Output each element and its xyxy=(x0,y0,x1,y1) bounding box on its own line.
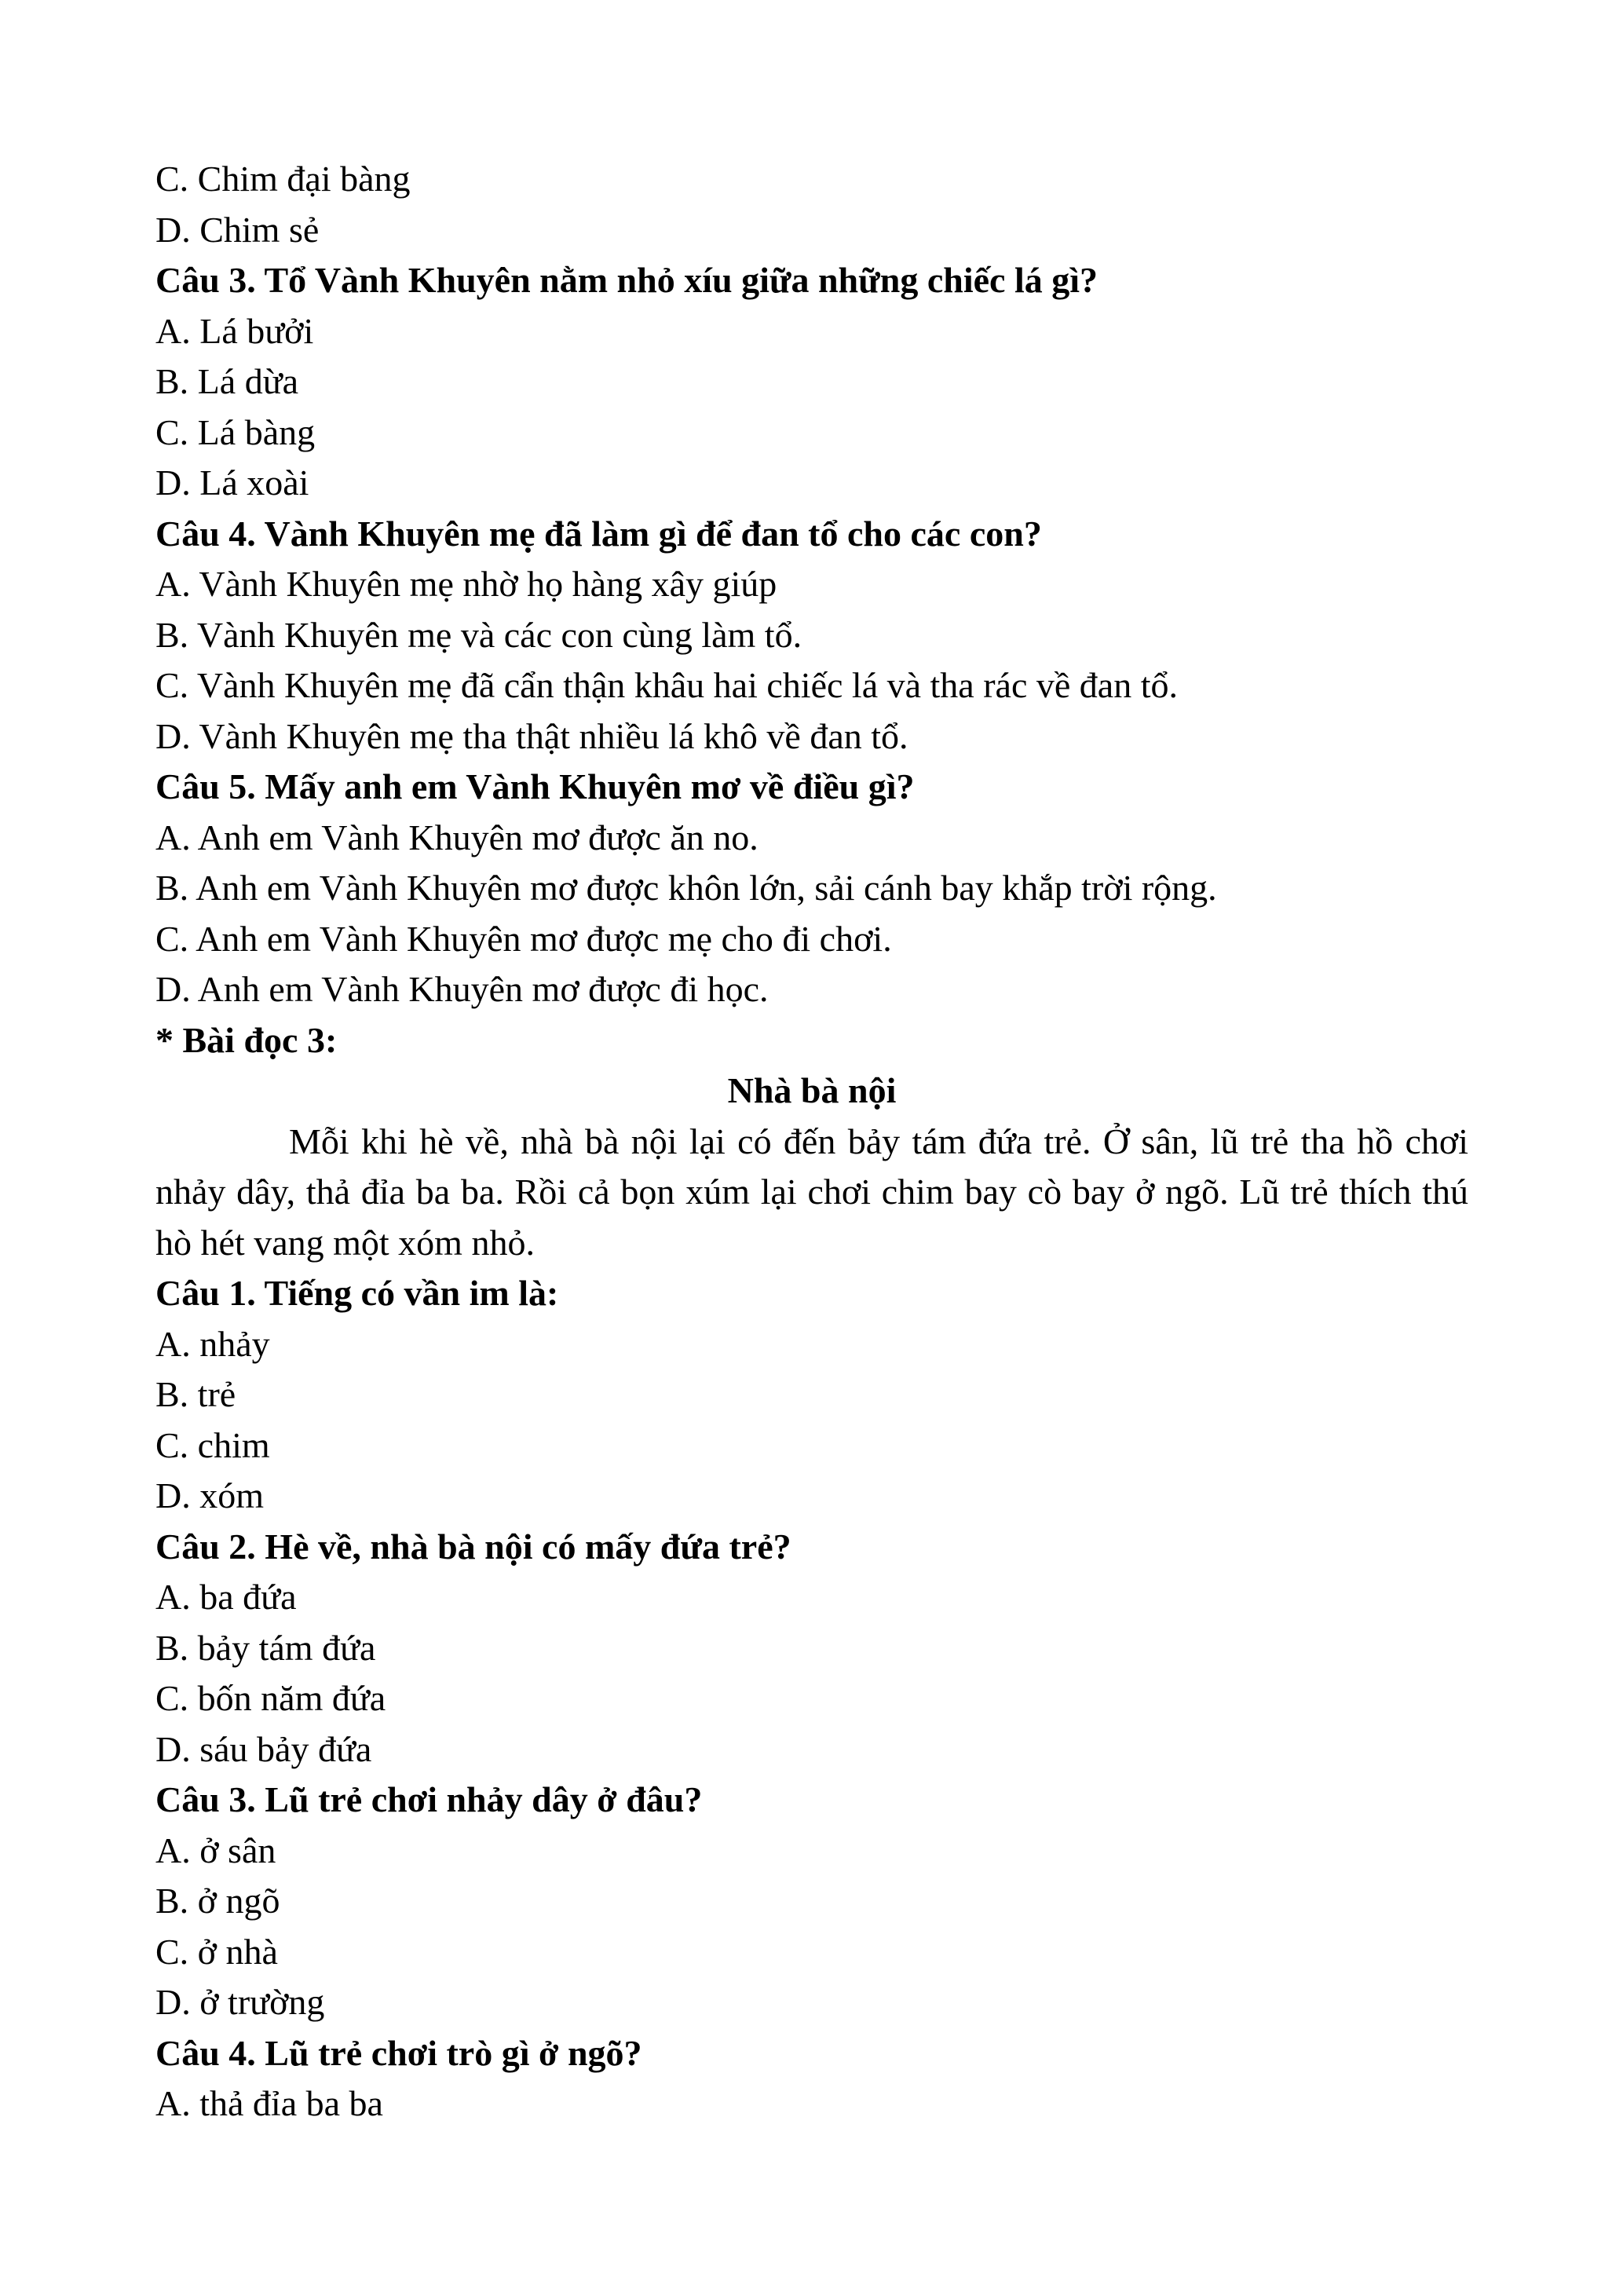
answer-option: D. sáu bảy đứa xyxy=(155,1728,372,1769)
answer-option: D. Chim sẻ xyxy=(155,209,320,250)
question-title: Câu 1. Tiếng có vần im là: xyxy=(155,1273,559,1313)
question-title: Câu 4. Vành Khuyên mẹ đã làm gì để đan tổ cho các con? xyxy=(155,513,1042,554)
answer-option: C. Anh em Vành Khuyên mơ được mẹ cho đi chơi. xyxy=(155,918,892,959)
answer-option: C. Vành Khuyên mẹ đã cẩn thận khâu hai chiếc lá và tha rác về đan tổ. xyxy=(155,665,1178,705)
answer-option: B. ở ngõ xyxy=(155,1881,280,1921)
answer-option: D. Vành Khuyên mẹ tha thật nhiều lá khô về đan tổ. xyxy=(155,715,908,756)
answer-option: B. trẻ xyxy=(155,1374,236,1414)
answer-option: C. bốn năm đứa xyxy=(155,1678,386,1718)
answer-option: A. Vành Khuyên mẹ nhờ họ hàng xây giúp xyxy=(155,564,777,604)
answer-option: A. ở sân xyxy=(155,1830,276,1870)
answer-option: D. Lá xoài xyxy=(155,462,309,503)
answer-option: C. Lá bàng xyxy=(155,411,316,452)
answer-option: B. Anh em Vành Khuyên mơ được khôn lớn, sải cánh bay khắp trời rộng. xyxy=(155,868,1217,908)
document-page xyxy=(155,154,1468,2130)
question-title: Câu 4. Lũ trẻ chơi trò gì ở ngõ? xyxy=(155,2032,642,2073)
answer-option: D. xóm xyxy=(155,1475,264,1515)
section-heading: * Bài đọc 3: xyxy=(155,1019,338,1060)
answer-option: A. Lá bưởi xyxy=(155,310,314,351)
question-title: Câu 5. Mấy anh em Vành Khuyên mơ về điều gì? xyxy=(155,766,915,806)
answer-option: B. Vành Khuyên mẹ và các con cùng làm tổ. xyxy=(155,614,802,655)
answer-option: D. Anh em Vành Khuyên mơ được đi học. xyxy=(155,969,769,1009)
answer-option: C. Chim đại bàng xyxy=(155,159,411,199)
question-title: Câu 3. Lũ trẻ chơi nhảy dây ở đâu? xyxy=(155,1779,703,1819)
question-title: Câu 3. Tổ Vành Khuyên nằm nhỏ xíu giữa những chiếc lá gì? xyxy=(155,260,1098,300)
answer-option: A. nhảy xyxy=(155,1323,270,1364)
answer-option: B. bảy tám đứa xyxy=(155,1627,376,1668)
reading-paragraph: Mỗi khi hè về, nhà bà nội lại có đến bảy tám đứa trẻ. Ở sân, lũ trẻ tha hồ chơi nhảy dây, thả đỉa ba ba. Rồi cả bọn xúm lại chơi chim bay cò bay ở ngõ. Lũ trẻ thích thú hò hét vang một xóm nhỏ. xyxy=(155,1121,1468,1263)
answer-option: B. Lá dừa xyxy=(155,361,299,401)
answer-option: A. ba đứa xyxy=(155,1577,297,1617)
answer-option: A. thả đỉa ba ba xyxy=(155,2083,383,2123)
answer-option: C. chim xyxy=(155,1424,270,1465)
answer-option: C. ở nhà xyxy=(155,1931,278,1972)
answer-option: A. Anh em Vành Khuyên mơ được ăn no. xyxy=(155,817,758,857)
reading-title: Nhà bà nội xyxy=(727,1070,897,1110)
question-title: Câu 2. Hè về, nhà bà nội có mấy đứa trẻ? xyxy=(155,1526,791,1567)
answer-option: D. ở trường xyxy=(155,1982,325,2022)
